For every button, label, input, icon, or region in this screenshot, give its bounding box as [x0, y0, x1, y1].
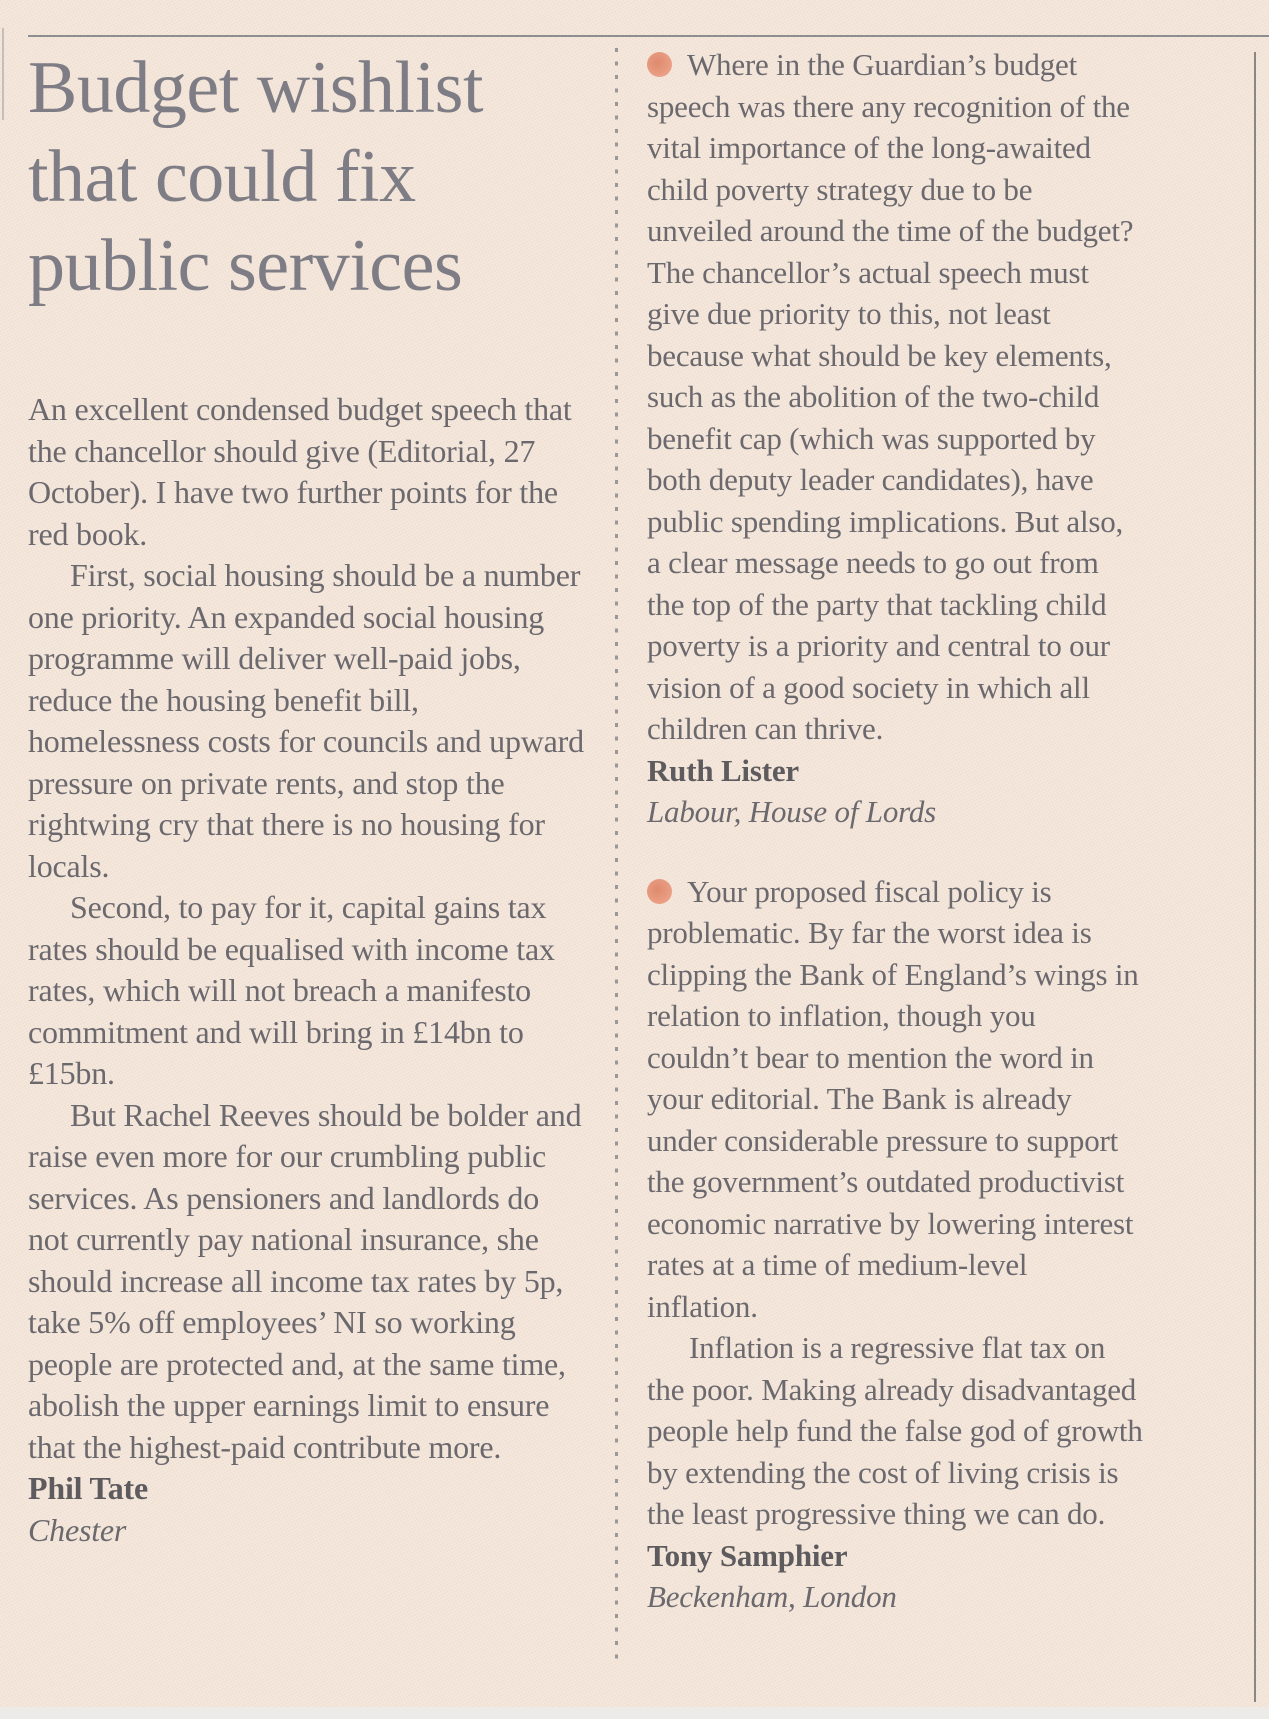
column-divider-dotted-rule [615, 48, 618, 1660]
letter-paragraph [647, 871, 1143, 1328]
left-column [28, 389, 586, 1551]
right-column [647, 44, 1143, 1618]
top-rule [28, 35, 1269, 37]
signature-location: Chester [28, 1511, 127, 1548]
letter-paragraph [647, 44, 1143, 750]
headline-line-1: Budget wishlist [28, 47, 484, 129]
letter-tony-samphier [647, 871, 1143, 1618]
signature-name: Ruth Lister [647, 752, 799, 788]
headline-line-2: that could fix [28, 136, 416, 218]
letter-paragraph: First, social housing should be a number one priority. An expanded social housing programme will deliver well-paid jobs, reduce the housing benefit bill, homelessness costs for councils and upward pressure on private rents, and stop the rightwing cry that there is no housing for locals. [28, 557, 584, 884]
letter-paragraph: An excellent condensed budget speech that the chancellor should give (Editorial, 27 October). I have two further points for the red book. [28, 391, 572, 552]
adjacent-column-rule [1254, 52, 1256, 1702]
letter-paragraph: Second, to pay for it, capital gains tax rates should be equalised with income tax rates, which will not breach a manifesto commitment and will bring in £14bn to £15bn. [28, 889, 555, 1091]
letter-bullet-icon [647, 52, 672, 77]
letter-paragraph: Inflation is a regressive flat tax on the poor. Making already disadvantaged people help fund the false god of growth by extending the cost of living crisis is the least progressive thing we can do. [647, 1330, 1143, 1531]
letter-paragraph-text: Your proposed fiscal policy is problematic. By far the worst idea is clipping the Bank of England’s wings in relation to inflation, though you couldn’t bear to mention the word in your editorial. The Bank is already under considerable pressure to support the government’s outdated productivist economic narrative by lowering interest rates at a time of medium-level inflation. [647, 873, 1139, 1324]
headline [28, 44, 603, 311]
signature-name: Tony Samphier [647, 1537, 848, 1573]
signature-location: Labour, House of Lords [647, 794, 937, 829]
signature-location: Beckenham, London [647, 1579, 897, 1614]
headline-line-3: public services [28, 225, 463, 307]
scan-left-edge-mark [2, 28, 4, 120]
letter-ruth-lister [647, 44, 1143, 833]
letter-paragraph: But Rachel Reeves should be bolder and raise even more for our crumbling public services. As pensioners and landlords do not currently pay national insurance, she should increase all income tax rates by 5p, take 5% off employees’ NI so working people are protected and, at the same time, abolish the upper earnings limit to ensure that the highest-paid contribute more. [28, 1096, 582, 1465]
letter-bullet-icon [647, 879, 672, 904]
scan-bottom-edge [0, 1707, 1269, 1719]
signature-name: Phil Tate [28, 1470, 149, 1506]
letter-paragraph-text: Where in the Guardian’s budget speech was there any recognition of the vital importance of the long-awaited child poverty strategy due to be unveiled around the time of the budget? The chancellor’s actual speech must give due priority to this, not least because what should be key elements, such as the abolition of the two-child benefit cap (which was supported by both deputy leader candidates), have public spending implications. But also, a clear message needs to go out from the top of the party that tackling child poverty is a priority and central to our vision of a good society in which all children can thrive. [647, 47, 1134, 746]
